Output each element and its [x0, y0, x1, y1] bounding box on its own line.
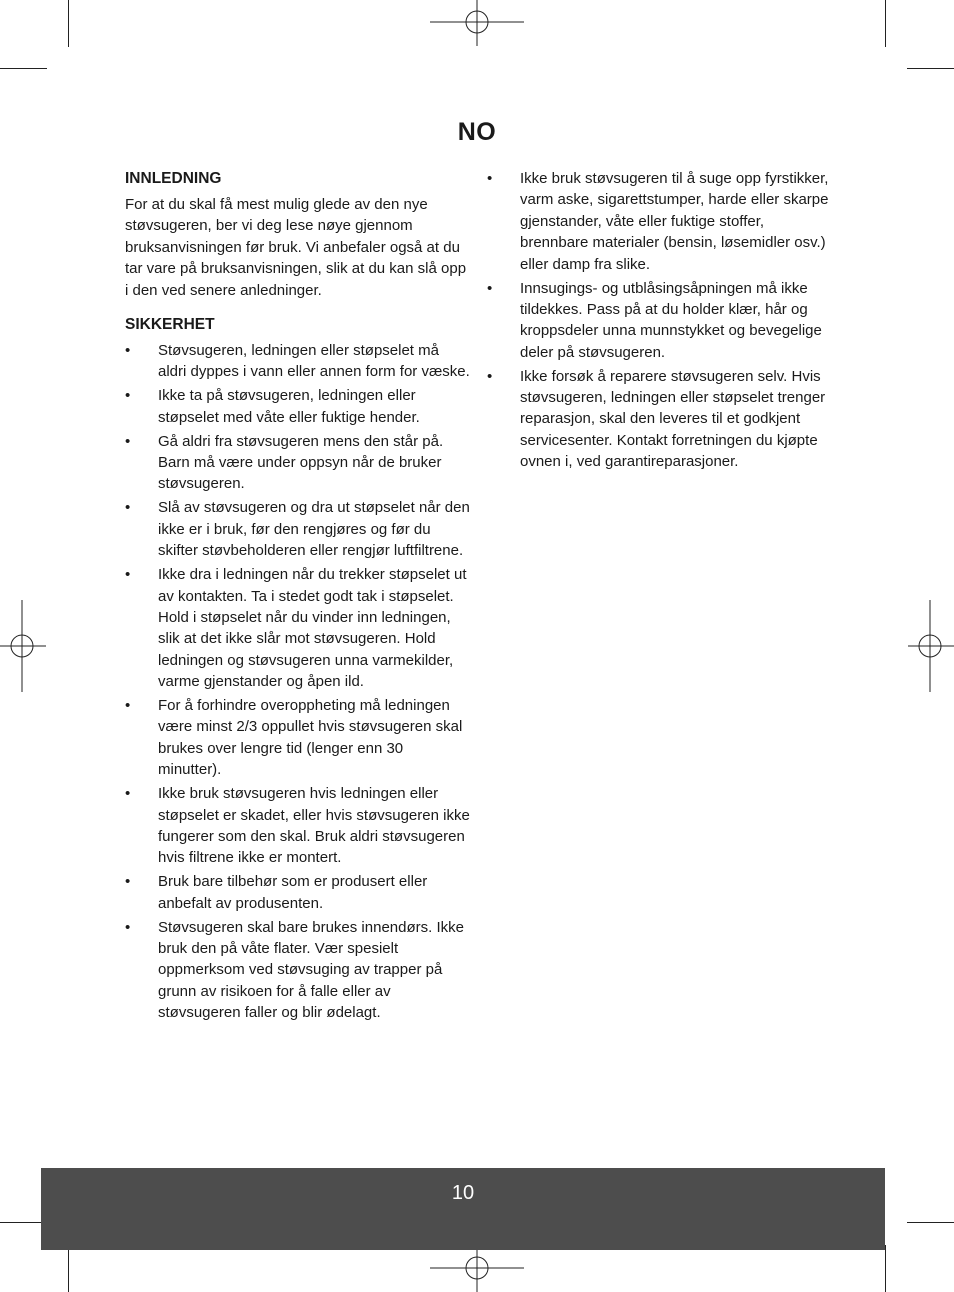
list-item-text: Gå aldri fra støvsugeren mens den står på. Barn må være under oppsyn når de bruker støvsugeren. — [158, 432, 444, 493]
list-item — [125, 695, 470, 781]
list-item — [125, 385, 470, 428]
bullet-icon: • — [125, 785, 131, 803]
list-item-text: Ikke forsøk å reparere støvsugeren selv. Hvis støvsugeren, ledningen eller støpselet trenger reparasjon, skal den leveres til et godkjent servicesenter. Kontakt forretningen du kjøpte ovnen i, ved garantireparasjoner. — [520, 367, 826, 471]
list-item — [125, 564, 470, 692]
safety-heading: SIKKERHET — [125, 316, 215, 334]
list-item-text: Støvsugeren skal bare brukes innendørs. Ikke bruk den på våte flater. Vær spesielt oppmerksom ved støvsuging av trapper på grunn av risikoen for å falle eller av støvsugeren faller og blir ødelagt. — [158, 918, 464, 1022]
crop-mark — [907, 68, 954, 69]
list-item-text: Ikke ta på støvsugeren, ledningen eller støpselet med våte eller fuktige hender. — [158, 387, 420, 426]
registration-mark-bottom — [430, 1246, 524, 1292]
list-item — [125, 497, 470, 561]
list-item — [125, 340, 470, 383]
crop-mark — [68, 0, 69, 47]
list-item — [125, 871, 470, 914]
list-item-text: Innsugings- og utblåsingsåpningen må ikke tildekkes. Pass på at du holder klær, hår og kroppsdeler unna munnstykket og bevegelige deler på støvsugeren. — [520, 279, 822, 361]
registration-mark-right — [908, 600, 954, 692]
bullet-icon: • — [125, 387, 131, 405]
bullet-icon: • — [125, 918, 131, 936]
crop-mark — [68, 1245, 69, 1292]
bullet-icon: • — [125, 873, 131, 891]
bullet-icon: • — [125, 499, 131, 517]
list-item — [487, 366, 832, 473]
list-item — [487, 168, 832, 275]
bullet-icon: • — [487, 367, 493, 385]
list-item-text: Bruk bare tilbehør som er produsert eller anbefalt av produsenten. — [158, 873, 428, 912]
left-column — [125, 168, 470, 1026]
bullet-icon: • — [487, 279, 493, 297]
list-item-text: Ikke dra i ledningen når du trekker støpselet ut av kontakten. Ta i stedet godt tak i støpselet. Hold i støpselet når du vinder inn ledningen, slik at det ikke slår mot støvsugeren. Hold ledningen og støvsugeren unna varmekilder, varme gjenstander og åpen ild. — [158, 566, 467, 691]
list-item-text: For å forhindre overoppheting må ledningen være minst 2/3 oppullet hvis støvsugeren skal brukes over lengre tid (lenger enn 30 minutter). — [158, 697, 463, 779]
list-item — [487, 278, 832, 364]
right-column — [487, 168, 832, 475]
footer-bar — [41, 1168, 885, 1250]
list-item-text: Støvsugeren, ledningen eller støpselet må aldri dyppes i vann eller annen form for væske. — [158, 342, 470, 381]
crop-mark — [907, 1222, 954, 1223]
list-item — [125, 783, 470, 869]
bullet-icon: • — [487, 170, 493, 187]
bullet-icon: • — [125, 432, 131, 450]
registration-mark-left — [0, 600, 46, 692]
crop-mark — [885, 0, 886, 47]
safety-list — [125, 340, 470, 1024]
list-item — [125, 431, 470, 495]
crop-mark — [0, 68, 47, 69]
intro-text: For at du skal få mest mulig glede av den nye støvsugeren, ber vi deg lese nøye gjennom bruksanvisningen før bruk. Vi anbefaler også at du tar vare på bruksanvisningen, slik at du kan slå opp i den ved senere anledninger. — [125, 196, 467, 299]
language-code-heading: NO — [457, 118, 497, 146]
list-item-text: Slå av støvsugeren og dra ut støpselet når den ikke er i bruk, før den rengjøres og før du skifter støvbeholderen eller rengjør luftfiltrene. — [158, 499, 470, 560]
bullet-icon: • — [125, 342, 131, 360]
crop-mark — [885, 1245, 886, 1292]
list-item-text: Ikke bruk støvsugeren til å suge opp fyrstikker, varm aske, sigarettstumper, harde eller skarpe gjenstander, våte eller fuktige stoffer, brennbare materialer (bensin, løsemidler osv.) eller damp fra slike. — [520, 170, 829, 273]
page-number: 10 — [451, 1182, 475, 1204]
safety-list-continued — [487, 168, 832, 473]
list-item — [125, 917, 470, 1024]
registration-mark-top — [430, 0, 524, 46]
crop-mark — [0, 1222, 47, 1223]
intro-heading: INNLEDNING — [125, 170, 222, 187]
bullet-icon: • — [125, 697, 131, 715]
list-item-text: Ikke bruk støvsugeren hvis ledningen eller støpselet er skadet, eller hvis støvsugeren ikke fungerer som den skal. Bruk aldri støvsugeren hvis filtrene ikke er montert. — [158, 785, 470, 867]
bullet-icon: • — [125, 566, 131, 584]
